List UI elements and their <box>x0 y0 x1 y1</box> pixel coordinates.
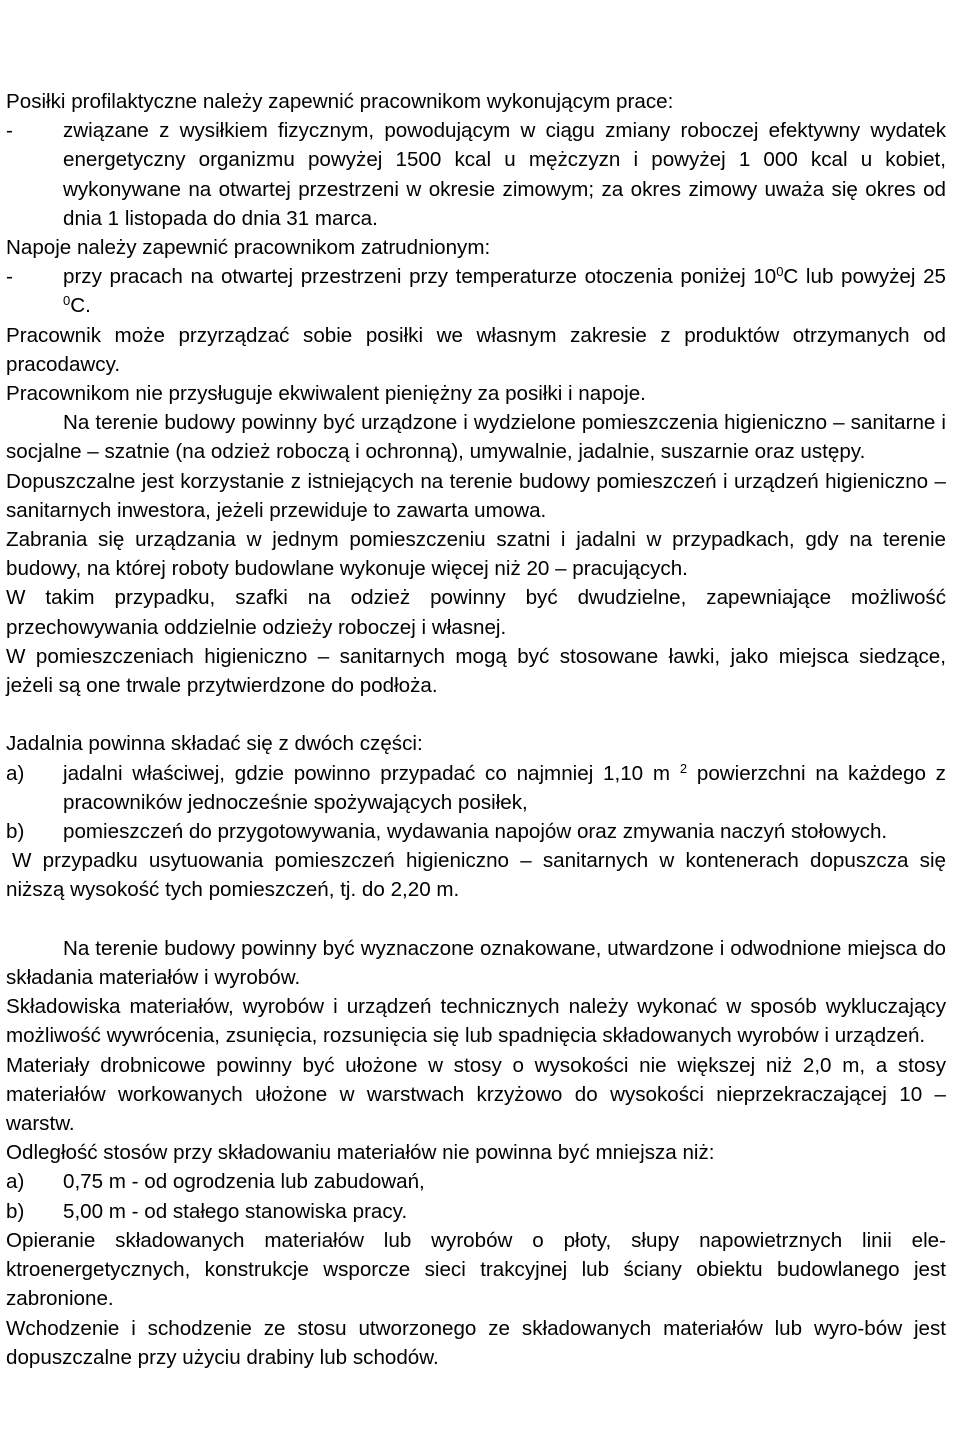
paragraph-containers: W przypadku usytuowania pomieszczeń higieniczno – sanitarnych w kontenerach dopuszcza się niższą wysokość tych pomieszczeń, tj. do 2,20 m. <box>6 849 946 902</box>
paragraph-stack-distance: Odległość stosów przy składowaniu materiałów nie powinna być mniejsza niż: <box>6 1141 715 1165</box>
paragraph-investor-rooms: Dopuszczalne jest korzystanie z istniejących na terenie budowy pomieszczeń i urządzeń higieniczno – sanitarnych inwestora, jeżeli przewiduje to zawarta umowa. <box>6 469 946 522</box>
paragraph-drinks-intro: Napoje należy zapewnić pracownikom zatrudnionym: <box>6 236 491 260</box>
list-marker: a) <box>6 761 25 785</box>
list-item-text <box>63 759 946 817</box>
paragraph-benches: W pomieszczeniach higieniczno – sanitarnych mogą być stosowane ławki, jako miejsca siedzące, jeżeli są one trwale przytwierdzone do podłoża. <box>6 644 946 698</box>
spacer <box>6 700 946 729</box>
paragraph-own-meals: Pracownik może przyrządzać sobie posiłki we własnym zakresie z produktów otrzymanych od pracodawcy. <box>6 323 946 376</box>
list-marker: b) <box>6 1199 25 1223</box>
list-item-text-part: C lub powyżej 25 <box>783 265 946 289</box>
paragraph-no-equivalent: Pracownikom nie przysługuje ekwiwalent pieniężny za posiłki i napoje. <box>6 382 646 406</box>
superscript: 2 <box>679 760 688 776</box>
list-item-text-part: przy pracach na otwartej przestrzeni przy temperaturze otoczenia poniżej 10 <box>63 265 777 289</box>
list-item-text-part: jadalni właściwej, gdzie powinno przypadać co najmniej 1,10 m <box>63 761 671 785</box>
list-marker: - <box>6 265 13 289</box>
list-item-meals-condition <box>6 116 946 233</box>
page-label: str. <box>460 24 479 40</box>
spacer <box>6 905 946 934</box>
paragraph-meals-intro: Posiłki profilaktyczne należy zapewnić pracownikom wykonującym prace: <box>6 90 674 113</box>
list-item-text: 0,75 m - od ogrodzenia lub zabudowań, <box>63 1170 425 1194</box>
list-marker: - <box>6 119 13 143</box>
list-marker: a) <box>6 1170 25 1194</box>
paragraph-storage-places: Na terenie budowy powinny być wyznaczone oznakowane, utwardzone i odwodnione miejsca do składania materiałów i wyrobów. <box>6 936 946 990</box>
paragraph-hygiene-rooms: Na terenie budowy powinny być urządzone i wydzielone pomieszczenia higieniczno – sanitarne i socjalne – szatnie (na odzież roboczą i ochronną), umywalnie, jadalnie, suszarnie oraz ustępy. <box>6 411 946 464</box>
paragraph-locker-canteen-ban: Zabrania się urządzania w jednym pomieszczeniu szatni i jadalni w przypadkach, gdy na terenie budowy, na której roboty budowlane wykonuje więcej niż 20 – pracujących. <box>6 528 946 581</box>
paragraph-canteen-intro: Jadalnia powinna składać się z dwóch części: <box>6 732 423 756</box>
list-marker: b) <box>6 820 25 844</box>
document-body <box>6 87 946 1372</box>
paragraph-leaning-ban: Opieranie składowanych materiałów lub wyrobów o płoty, słupy napowietrznych linii ele-ktroenergetycznych, konstrukcje wsporcze sieci trakcyjnej lub ściany obiektu budowlanego jest zabronione. <box>6 1228 946 1311</box>
paragraph-storage-safety: Składowiska materiałów, wyrobów i urządzeń technicznych należy wykonać w sposób wykluczający możliwość wywrócenia, zsunięcia, rozsunięcia się lub spadnięcia składowanych wyrobów i urządzeń. <box>6 995 946 1048</box>
list-item-text: 5,00 m - od stałego stanowiska pracy. <box>63 1199 408 1223</box>
list-item-text-part: C. <box>70 294 91 318</box>
paragraph-lockers: W takim przypadku, szafki na odzież powinny być dwudzielne, zapewniające możliwość przechowywania oddzielnie odzieży roboczej i własnej. <box>6 586 946 639</box>
paragraph-climbing: Wchodzenie i schodzenie ze stosu utworzonego ze składowanych materiałów lub wyro-bów jest dopuszczalne przy użyciu drabiny lub schodów. <box>6 1316 946 1369</box>
document-title: Projekt prac konserwatorskich i restauratorskich oraz projekt robót budowlanych dla zabytkowej Bramy Odrzańskiej. <box>121 1 839 17</box>
list-item-text <box>63 262 946 320</box>
list-item-distance-a <box>6 1167 946 1196</box>
page-number-line <box>0 21 960 41</box>
list-item-canteen-b <box>6 817 946 846</box>
list-item-distance-b <box>6 1197 946 1226</box>
list-item-text: związane z wysiłkiem fizycznym, powodującym w ciągu zmiany roboczej efektywny wydatek energetyczny organizmu powyżej 1500 kcal u mężczyzn i powyżej 1 000 kcal u kobiet, wykonywane na otwartej przestrzeni w okresie zimowym; za okres zimowy uważa się okres od dnia 1 listopada do dnia 31 marca. <box>63 119 946 230</box>
list-item-text-part: powierzchni na każdego z pracowników jednocześnie spożywających posiłek, <box>63 761 946 814</box>
page-header <box>0 0 960 44</box>
superscript: 0 <box>63 293 71 309</box>
list-item-drinks-condition <box>6 262 946 320</box>
list-item-text: pomieszczeń do przygotowywania, wydawania napojów oraz zmywania naczyń stołowych. <box>63 820 888 844</box>
list-item-canteen-a <box>6 759 946 817</box>
page-number: 34 <box>481 20 500 40</box>
superscript: 0 <box>776 264 784 280</box>
paragraph-stacks: Materiały drobnicowe powinny być ułożone w stosy o wysokości nie większej niż 2,0 m, a stosy materiałów workowanych ułożone w warstwach krzyżowo do wysokości nieprzekraczającej 10 – warstw. <box>6 1053 946 1136</box>
